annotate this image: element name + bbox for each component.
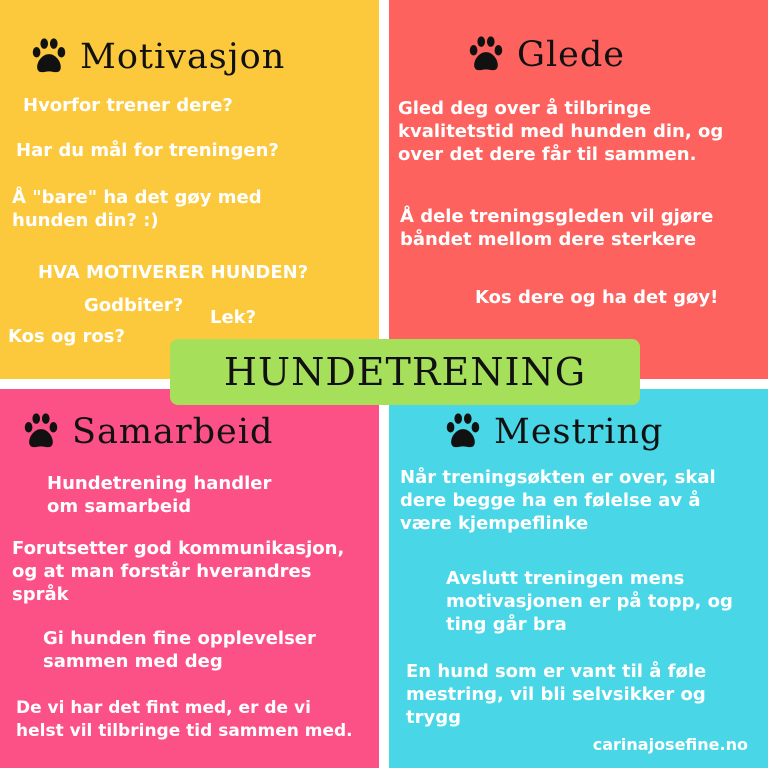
glede-item: Kos dere og ha det gøy! (475, 287, 719, 308)
paw-print-icon (28, 36, 70, 78)
motivasjon-item: hunden din? :) (12, 210, 159, 231)
samarbeid-title: Samarbeid (72, 412, 274, 452)
paw-print-icon (20, 411, 62, 453)
glede-item: kvalitetstid med hunden din, og (398, 121, 724, 142)
samarbeid-panel (0, 389, 379, 768)
samarbeid-item: Hundetrening handler (47, 473, 272, 494)
motivasjon-item: Har du mål for treningen? (16, 140, 279, 161)
mestring-item: En hund som er vant til å føle (406, 661, 707, 682)
motivasjon-item: Kos og ros? (8, 326, 125, 347)
glede-item: over det dere får til sammen. (398, 144, 697, 165)
motivasjon-item: Å "bare" ha det gøy med (12, 187, 262, 208)
glede-panel (389, 0, 768, 379)
motivasjon-title: Motivasjon (80, 37, 286, 77)
samarbeid-item: språk (12, 584, 69, 605)
website-credit: carinajosefine.no (592, 735, 748, 754)
mestring-heading (442, 411, 663, 453)
motivasjon-panel (0, 0, 379, 379)
banner-title: HUNDETRENING (223, 350, 587, 394)
motivasjon-heading (28, 36, 285, 78)
glede-item: båndet mellom dere sterkere (400, 229, 697, 250)
samarbeid-item: sammen med deg (43, 651, 223, 672)
motivasjon-item: Godbiter? (84, 295, 184, 316)
motivasjon-item: Hvorfor trener dere? (23, 95, 233, 116)
glede-item: Å dele treningsgleden vil gjøre (400, 206, 714, 227)
glede-title: Glede (517, 35, 625, 75)
mestring-item: mestring, vil bli selvsikker og (406, 684, 706, 705)
mestring-item: være kjempeflinke (400, 513, 589, 534)
mestring-item: Når treningsøkten er over, skal (400, 467, 716, 488)
samarbeid-item: helst vil tilbringe tid sammen med. (16, 721, 353, 741)
mestring-panel (389, 389, 768, 768)
glede-item: Gled deg over å tilbringe (398, 98, 652, 119)
samarbeid-item: og at man forstår hverandres (12, 561, 312, 582)
samarbeid-item: De vi har det fint med, er de vi (16, 698, 311, 718)
paw-print-icon (442, 411, 484, 453)
mestring-item: trygg (406, 707, 461, 728)
mestring-item: Avslutt treningen mens (446, 568, 685, 589)
motivasjon-item: Lek? (210, 307, 257, 328)
mestring-item: dere begge ha en følelse av å (400, 490, 701, 511)
mestring-item: ting går bra (446, 614, 567, 635)
samarbeid-item: Forutsetter god kommunikasjon, (12, 538, 345, 559)
samarbeid-item: om samarbeid (47, 496, 192, 517)
samarbeid-heading (20, 411, 273, 453)
title-banner (170, 339, 640, 405)
mestring-item: motivasjonen er på topp, og (446, 591, 733, 612)
glede-heading (465, 34, 625, 76)
motivasjon-item: HVA MOTIVERER HUNDEN? (38, 262, 309, 283)
mestring-title: Mestring (494, 412, 664, 452)
samarbeid-item: Gi hunden fine opplevelser (43, 628, 316, 649)
paw-print-icon (465, 34, 507, 76)
